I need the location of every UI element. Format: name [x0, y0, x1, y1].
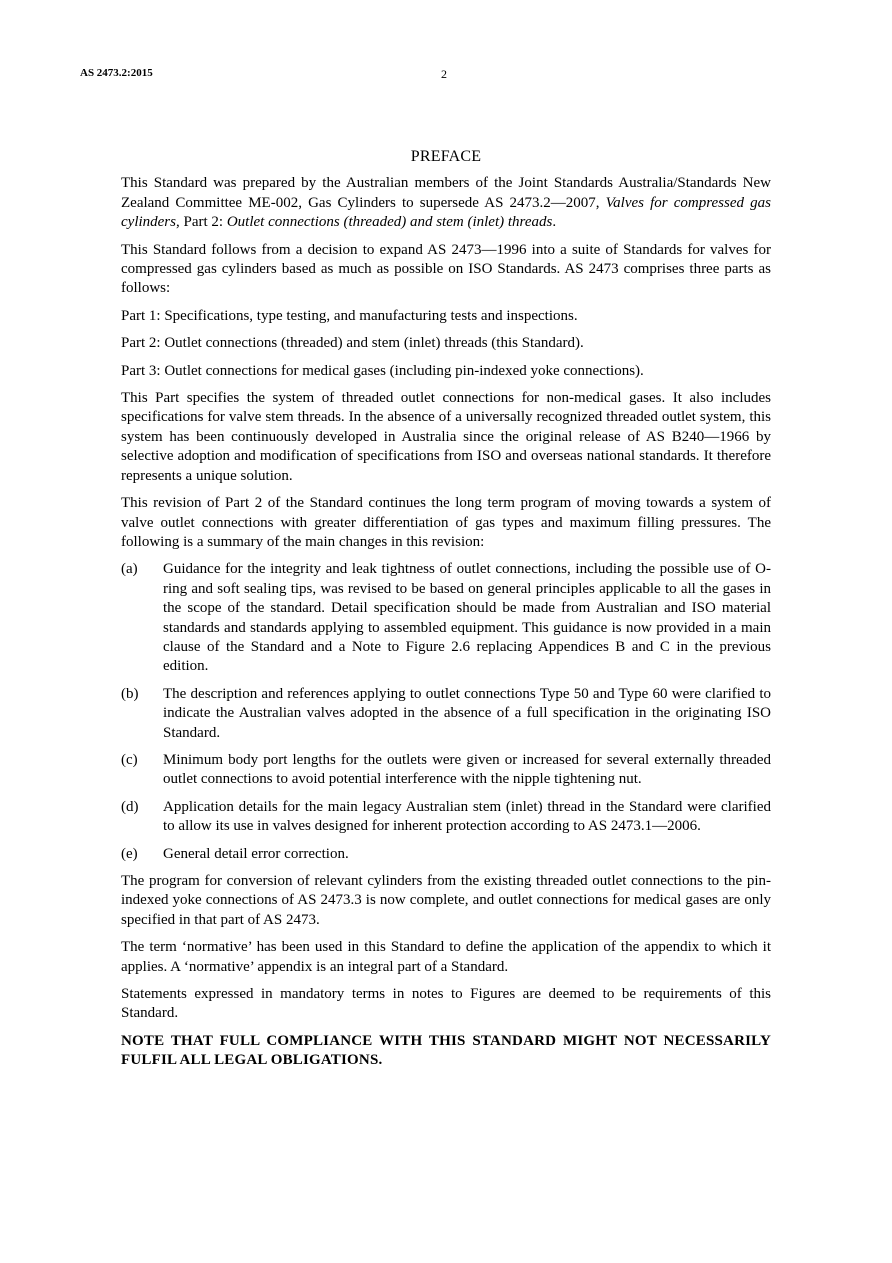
list-item — [121, 560, 771, 676]
preface-section — [121, 147, 771, 1079]
italic-title: Valves for compressed gas cylinders — [121, 194, 771, 231]
paragraph-mandatory-notes: Statements expressed in mandatory terms in notes to Figures are deemed to be requirements of this Standard. — [121, 986, 771, 1022]
part-line-2: Part 2: Outlet connections (threaded) and stem (inlet) threads (this Standard). — [121, 335, 584, 352]
paragraph-prepared-by: This Standard was prepared by the Australian members of the Joint Standards Australia/Standards New Zealand Committee ME-002, Gas Cylinders to supersede AS 2473.2—2007, Valves for compressed gas cylinders, Part 2: Outlet connections (threaded) and stem (inlet) threads. — [121, 175, 771, 231]
paragraph-conversion-program: The program for conversion of relevant cylinders from the existing threaded outlet connections to the pin-indexed yoke connections of AS 2473.3 is now complete, and outlet connections for medical gases are only specified in that part of AS 2473. — [121, 873, 771, 928]
compliance-note: NOTE THAT FULL COMPLIANCE WITH THIS STANDARD MIGHT NOT NECESSARILY FULFIL ALL LEGAL OBLIGATIONS. — [121, 1032, 771, 1069]
italic-part-title: Outlet connections (threaded) and stem (inlet) threads — [226, 214, 553, 231]
section-title: PREFACE — [410, 148, 482, 165]
list-item — [121, 751, 771, 790]
list-label: (e) — [121, 845, 138, 862]
paragraph-scope: This Part specifies the system of threaded outlet connections for non-medical gases. It also includes specifications for valve stem threads. In the absence of a universally recognized threaded outlet system, this system has been continuously developed in Australia since the original release of AS B240—1966 by selective adoption and modification of specifications from ISO and overseas national standards. It therefore represents a unique solution. — [121, 390, 771, 484]
page-number: 2 — [441, 67, 447, 81]
running-header-standard-id: AS 2473.2:2015 — [80, 67, 153, 79]
part-line-1: Part 1: Specifications, type testing, and manufacturing tests and inspections. — [121, 307, 578, 324]
list-label: (d) — [121, 798, 139, 815]
part-line-3: Part 3: Outlet connections for medical gases (including pin-indexed yoke connections). — [121, 362, 644, 379]
list-label: (a) — [121, 561, 138, 578]
list-text: Application details for the main legacy Australian stem (inlet) thread in the Standard were clarified to allow its use in valves designed for inherent protection according to AS 2473.1—2006. — [163, 798, 771, 835]
paragraph-revision: This revision of Part 2 of the Standard continues the long term program of moving towards a system of valve outlet connections with greater differentiation of gas types and maximum filling pressures. The following is a summary of the main changes in this revision: — [121, 495, 771, 550]
paragraph-suite-decision: This Standard follows from a decision to expand AS 2473—1996 into a suite of Standards for valves for compressed gas cylinders based as much as possible on ISO Standards. AS 2473 comprises three parts as follows: — [121, 241, 771, 297]
list-text: General detail error correction. — [163, 845, 349, 862]
list-item — [121, 845, 771, 864]
list-label: (b) — [121, 685, 139, 702]
list-item — [121, 685, 771, 743]
paragraph-normative: The term ‘normative’ has been used in this Standard to define the application of the appendix to which it applies. A ‘normative’ appendix is an integral part of a Standard. — [121, 939, 771, 975]
list-item — [121, 798, 771, 837]
list-text: The description and references applying to outlet connections Type 50 and Type 60 were clarified to indicate the Australian valves adopted in the absence of a full specification in the originating ISO Standard. — [163, 685, 771, 741]
list-text: Guidance for the integrity and leak tightness of outlet connections, including the possible use of O-ring and soft sealing tips, was revised to be based on general principles applicable to all the gases in the scope of the standard. Detail specification should be made from Australian and ISO material standards and standards applying to assembled equipment. This guidance is now provided in a main clause of the Standard and a Note to Figure 2.6 replacing Appendices B and C in the previous edition. — [163, 561, 771, 675]
list-text: Minimum body port lengths for the outlets were given or increased for several externally threaded outlet connections to avoid potential interference with the nipple tightening nut. — [163, 751, 771, 788]
list-label: (c) — [121, 751, 138, 768]
